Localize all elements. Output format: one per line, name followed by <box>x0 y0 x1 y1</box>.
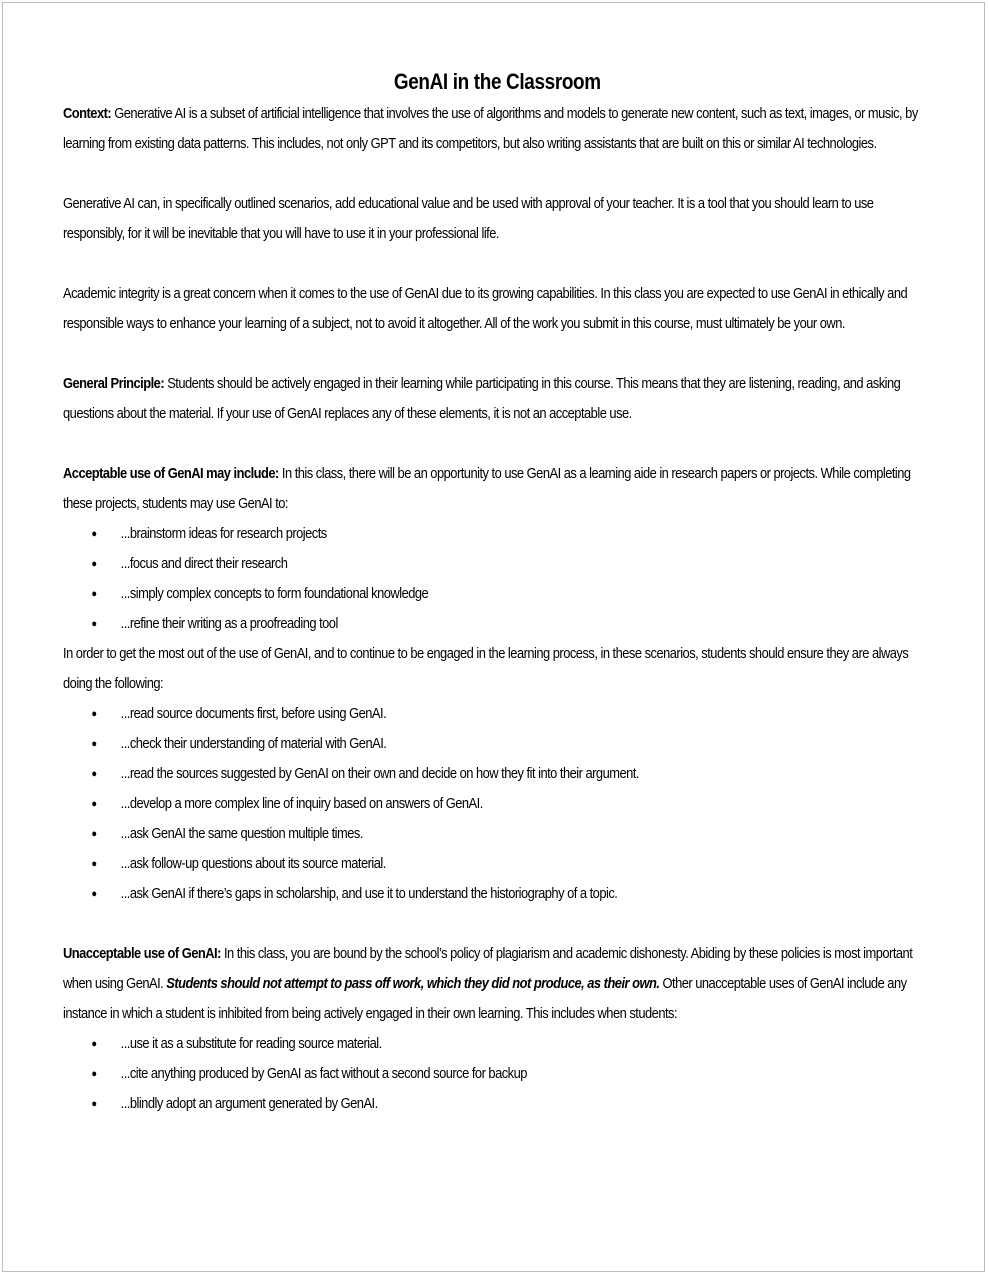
context-text: Generative AI is a subset of artificial intelligence that involves the use of algorithms and models to generate new content, such as text, images, or music, by learning from existing data patterns. This includes, not only GPT and its competitors, but also writing assistants that are built on this or similar AI technologies. <box>63 105 918 152</box>
list-item: ● ...develop a more complex line of inquiry based on answers of GenAI. <box>121 789 932 819</box>
ensure-paragraph: In order to get the most out of the use of GenAI, and to continue to be engaged in the learning process, in these scenarios, students should ensure they are always doing the following: <box>63 645 909 692</box>
general-principle-label: General Principle: <box>63 375 165 392</box>
general-principle-text: Students should be actively engaged in their learning while participating in this course. This means that they are listening, reading, and asking questions about the material. If your use of GenAI replaces any of these elements, it is not an acceptable use. <box>63 375 901 422</box>
unacceptable-use-emphasis: Students should not attempt to pass off work, which they did not produce, as their own. <box>166 975 660 992</box>
list-item: ● ...focus and direct their research <box>121 549 932 579</box>
genai-value-paragraph: Generative AI can, in specifically outlined scenarios, add educational value and be used with approval of your teacher. It is a tool that you should learn to use responsibly, for it will be inevitable that you will have to use it in your professional life. <box>63 195 874 242</box>
list-item: ● ...read the sources suggested by GenAI on their own and decide on how they fit into their argument. <box>121 759 932 789</box>
unacceptable-use-paragraph <box>63 939 932 1029</box>
list-item: ● ...use it as a substitute for reading source material. <box>121 1029 932 1059</box>
acceptable-use-list <box>63 519 932 639</box>
list-item: ● ...blindly adopt an argument generated by GenAI. <box>121 1089 932 1119</box>
list-item: ● ...ask follow-up questions about its source material. <box>121 849 932 879</box>
spacer <box>63 159 932 189</box>
acceptable-use-paragraph <box>63 459 932 519</box>
unacceptable-use-label: Unacceptable use of GenAI: <box>63 945 221 962</box>
unacceptable-use-list <box>63 1029 932 1119</box>
context-paragraph <box>63 99 932 159</box>
spacer <box>63 249 932 279</box>
unacceptable-use-text-continued: Other unacceptable uses of GenAI include any instance in which a student is inhibited from being actively engaged in their own learning. This includes when students: <box>63 975 907 1022</box>
list-item: ● ...refine their writing as a proofreading tool <box>121 609 932 639</box>
ensure-list <box>63 699 932 909</box>
unacceptable-use-text: In this class, you are bound by the school’s policy of plagiarism and academic dishonesty. Abiding by these policies is most important when using GenAI. <box>63 945 913 992</box>
document-title: GenAI in the Classroom <box>393 69 601 94</box>
document-body <box>63 65 932 1119</box>
spacer <box>63 429 932 459</box>
list-item: ● ...cite anything produced by GenAI as fact without a second source for backup <box>121 1059 932 1089</box>
list-item: ● ...brainstorm ideas for research projects <box>121 519 932 549</box>
list-item: ● ...simply complex concepts to form foundational knowledge <box>121 579 932 609</box>
list-item: ● ...check their understanding of material with GenAI. <box>121 729 932 759</box>
academic-integrity-paragraph: Academic integrity is a great concern when it comes to the use of GenAI due to its growing capabilities. In this class you are expected to use GenAI in ethically and responsible ways to enhance your learning of a subject, not to avoid it altogether. All of the work you submit in this course, must ultimately be your own. <box>63 285 908 332</box>
spacer <box>63 339 932 369</box>
context-label: Context: <box>63 105 112 122</box>
list-item: ● ...ask GenAI if there’s gaps in scholarship, and use it to understand the historiography of a topic. <box>121 879 932 909</box>
general-principle-paragraph <box>63 369 932 429</box>
list-item: ● ...ask GenAI the same question multiple times. <box>121 819 932 849</box>
spacer <box>63 909 932 939</box>
list-item: ● ...read source documents first, before using GenAI. <box>121 699 932 729</box>
acceptable-use-label: Acceptable use of GenAI may include: <box>63 465 279 482</box>
document-page <box>2 2 985 1272</box>
acceptable-use-text: In this class, there will be an opportunity to use GenAI as a learning aide in research papers or projects. While completing these projects, students may use GenAI to: <box>63 465 911 512</box>
